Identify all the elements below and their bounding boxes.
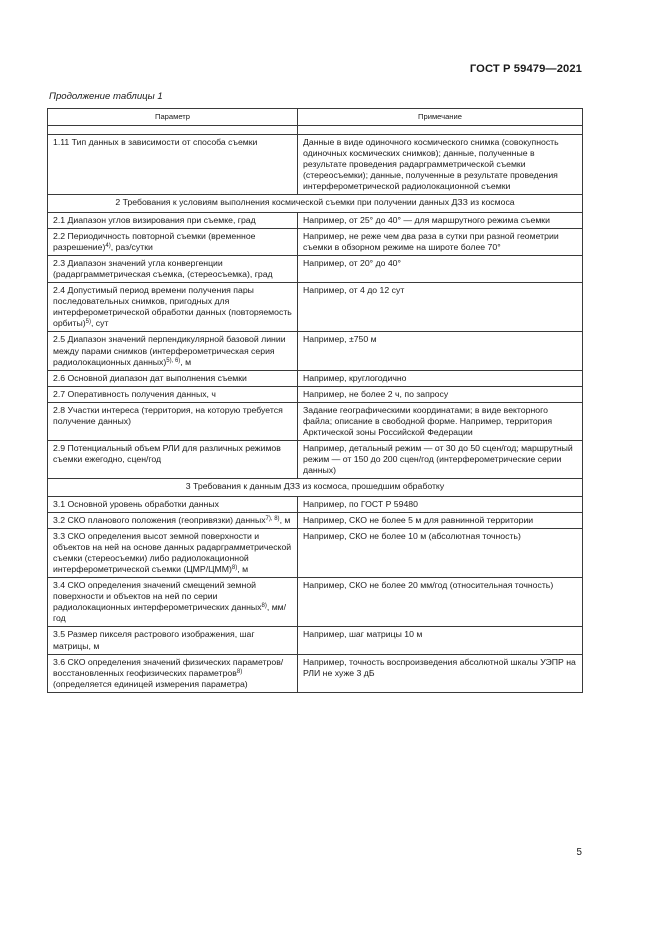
- section-heading-row: [48, 195, 583, 212]
- parameter-cell: [48, 212, 298, 228]
- parameter-cell: [48, 496, 298, 512]
- footnote-ref: 7), 8): [265, 515, 280, 522]
- parameter-unit: , раз/сутки: [110, 241, 153, 252]
- document-code: ГОСТ Р 59479—2021: [469, 63, 582, 75]
- footnote-ref: 4): [105, 242, 111, 249]
- note-cell: Например, не реже чем два раза в сутки при разной геометрии съемки в обзорном режиме на широте более 70°: [298, 228, 583, 255]
- note-cell: Например, круглогодично: [298, 370, 583, 386]
- footnote-ref: 5): [85, 319, 91, 326]
- footnote-ref: 8): [261, 603, 267, 610]
- parameter-cell: [48, 255, 298, 282]
- parameter-text: 3.3 СКО определения высот земной поверхности и объектов на ней на основе данных радарграмметрической съемки (стереосъемки) либо радиолокационной интерферометрической съемки (ЦМР/ЦММ): [53, 530, 292, 574]
- parameter-text: 2.1 Диапазон углов визирования при съемке, град: [53, 214, 256, 225]
- note-cell: Например, детальный режим — от 30 до 50 сцен/год; маршрутный режим — от 150 до 200 сцен/год (интерферометрические серии данных): [298, 441, 583, 479]
- parameter-cell: [48, 512, 298, 528]
- note-cell: Например, СКО не более 20 мм/год (относительная точность): [298, 578, 583, 627]
- parameter-unit: , мм/год: [53, 602, 287, 624]
- parameter-cell: [48, 283, 298, 332]
- spacer-cell: [298, 126, 583, 135]
- note-cell: Например, от 4 до 12 сут: [298, 283, 583, 332]
- parameter-cell: [48, 228, 298, 255]
- footnote-ref: 8): [236, 668, 243, 675]
- note-cell: Задание географическими координатами; в виде векторного файла; описание в свободной форме. Например, территория Арктической зоны Российской Федерации: [298, 402, 583, 440]
- parameter-cell: [48, 441, 298, 479]
- section-heading-row: [48, 479, 583, 496]
- footnote-ref: 8): [231, 565, 238, 571]
- table-row: [48, 654, 583, 692]
- table-row: [48, 512, 583, 528]
- note-cell: Например, ±750 м: [298, 332, 583, 370]
- parameter-unit: , м: [180, 356, 192, 367]
- table-row: [48, 441, 583, 479]
- table-row: [48, 135, 583, 195]
- table-caption: Продолжение таблицы 1: [49, 91, 163, 102]
- note-cell: Например, СКО не более 5 м для равнинной территории: [298, 512, 583, 528]
- parameter-text: 3.1 Основной уровень обработки данных: [53, 498, 219, 509]
- note-cell: Например, СКО не более 10 м (абсолютная точность): [298, 528, 583, 577]
- parameter-text: 2.7 Оперативность получения данных, ч: [53, 388, 216, 399]
- note-cell: Например, не более 2 ч, по запросу: [298, 386, 583, 402]
- note-cell: Например, точность воспроизведения абсолютной шкалы УЭПР на РЛИ не хуже 3 дБ: [298, 654, 583, 692]
- column-header-parameter: Параметр: [48, 109, 298, 126]
- table-row: [48, 228, 583, 255]
- table-row: [48, 402, 583, 440]
- parameter-text: 2.3 Диапазон значений угла конвергенции (радарграмметрическая съемка, (стереосъемка), град: [53, 257, 273, 279]
- parameter-text: 2.5 Диапазон значений перпендикулярной базовой линии между парами снимков (интерферометрическая серия радиолокационных данных): [53, 334, 286, 367]
- spacer-cell: [48, 126, 298, 135]
- parameter-cell: [48, 386, 298, 402]
- parameter-text: 3.6 СКО определения значений физических параметров/восстановленных геофизических параметров: [53, 656, 284, 678]
- note-cell: Например, шаг матрицы 10 м: [298, 627, 583, 654]
- parameter-cell: [48, 578, 298, 627]
- parameter-text: 3.2 СКО планового положения (геопривязки) данных: [53, 514, 266, 525]
- parameter-cell: [48, 135, 298, 195]
- parameter-cell: [48, 332, 298, 370]
- table-body: [48, 135, 583, 693]
- parameter-unit: (определяется единицей измерения параметра): [53, 678, 248, 689]
- parameter-cell: [48, 654, 298, 692]
- header-spacer-row: [48, 126, 583, 135]
- requirements-table: [47, 108, 583, 693]
- table-row: [48, 496, 583, 512]
- note-cell: Например, по ГОСТ Р 59480: [298, 496, 583, 512]
- table-row: [48, 283, 583, 332]
- table-row: [48, 332, 583, 370]
- page-number: 5: [576, 847, 582, 858]
- parameter-text: 2.9 Потенциальный объем РЛИ для различных режимов съемки ежегодно, сцен/год: [53, 443, 281, 465]
- parameter-cell: [48, 627, 298, 654]
- footnote-ref: 5), 6): [166, 357, 181, 364]
- table-header-row: [48, 109, 583, 126]
- parameter-unit: , м: [279, 514, 291, 525]
- parameter-cell: [48, 402, 298, 440]
- table-row: [48, 386, 583, 402]
- table-row: [48, 255, 583, 282]
- parameter-text: 2.6 Основной диапазон дат выполнения съемки: [53, 372, 247, 383]
- note-cell: Например, от 25° до 40° — для маршрутного режима съемки: [298, 212, 583, 228]
- table-row: [48, 528, 583, 577]
- section-heading: 3 Требования к данным ДЗЗ из космоса, прошедшим обработку: [48, 479, 583, 496]
- parameter-unit: , м: [237, 564, 249, 574]
- note-cell: Данные в виде одиночного космического снимка (совокупность одиночных космических снимков); данные, полученные в результате проведения радарграмметрической съемки (стереосъемки); данные, полученные в результате проведения интерферометрической радиолокационной съемки: [298, 135, 583, 195]
- parameter-text: 3.4 СКО определения значений смещений земной поверхности и объектов на ней по серии радиолокационных интерферометрических данных: [53, 580, 262, 613]
- note-cell: Например, от 20° до 40°: [298, 255, 583, 282]
- parameter-cell: [48, 370, 298, 386]
- parameter-text: 2.4 Допустимый период времени получения пары последовательных снимков, пригодных для интерферометрической обработки данных (повторяемость орбиты): [53, 285, 292, 329]
- parameter-unit: , сут: [90, 318, 109, 329]
- parameter-text: 1.11 Тип данных в зависимости от способа съемки: [53, 137, 258, 147]
- column-header-note: Примечание: [298, 109, 583, 126]
- parameter-text: 2.2 Периодичность повторной съемки (временное разрешение): [53, 230, 256, 252]
- section-heading: 2 Требования к условиям выполнения космической съемки при получении данных ДЗЗ из космоса: [48, 195, 583, 212]
- table-row: [48, 212, 583, 228]
- parameter-text: 2.8 Участки интереса (территория, на которую требуется получение данных): [53, 404, 283, 426]
- table-row: [48, 627, 583, 654]
- table-row: [48, 578, 583, 627]
- parameter-text: 3.5 Размер пикселя растрового изображения, шаг матрицы, м: [53, 629, 255, 651]
- parameter-cell: [48, 528, 298, 577]
- table-row: [48, 370, 583, 386]
